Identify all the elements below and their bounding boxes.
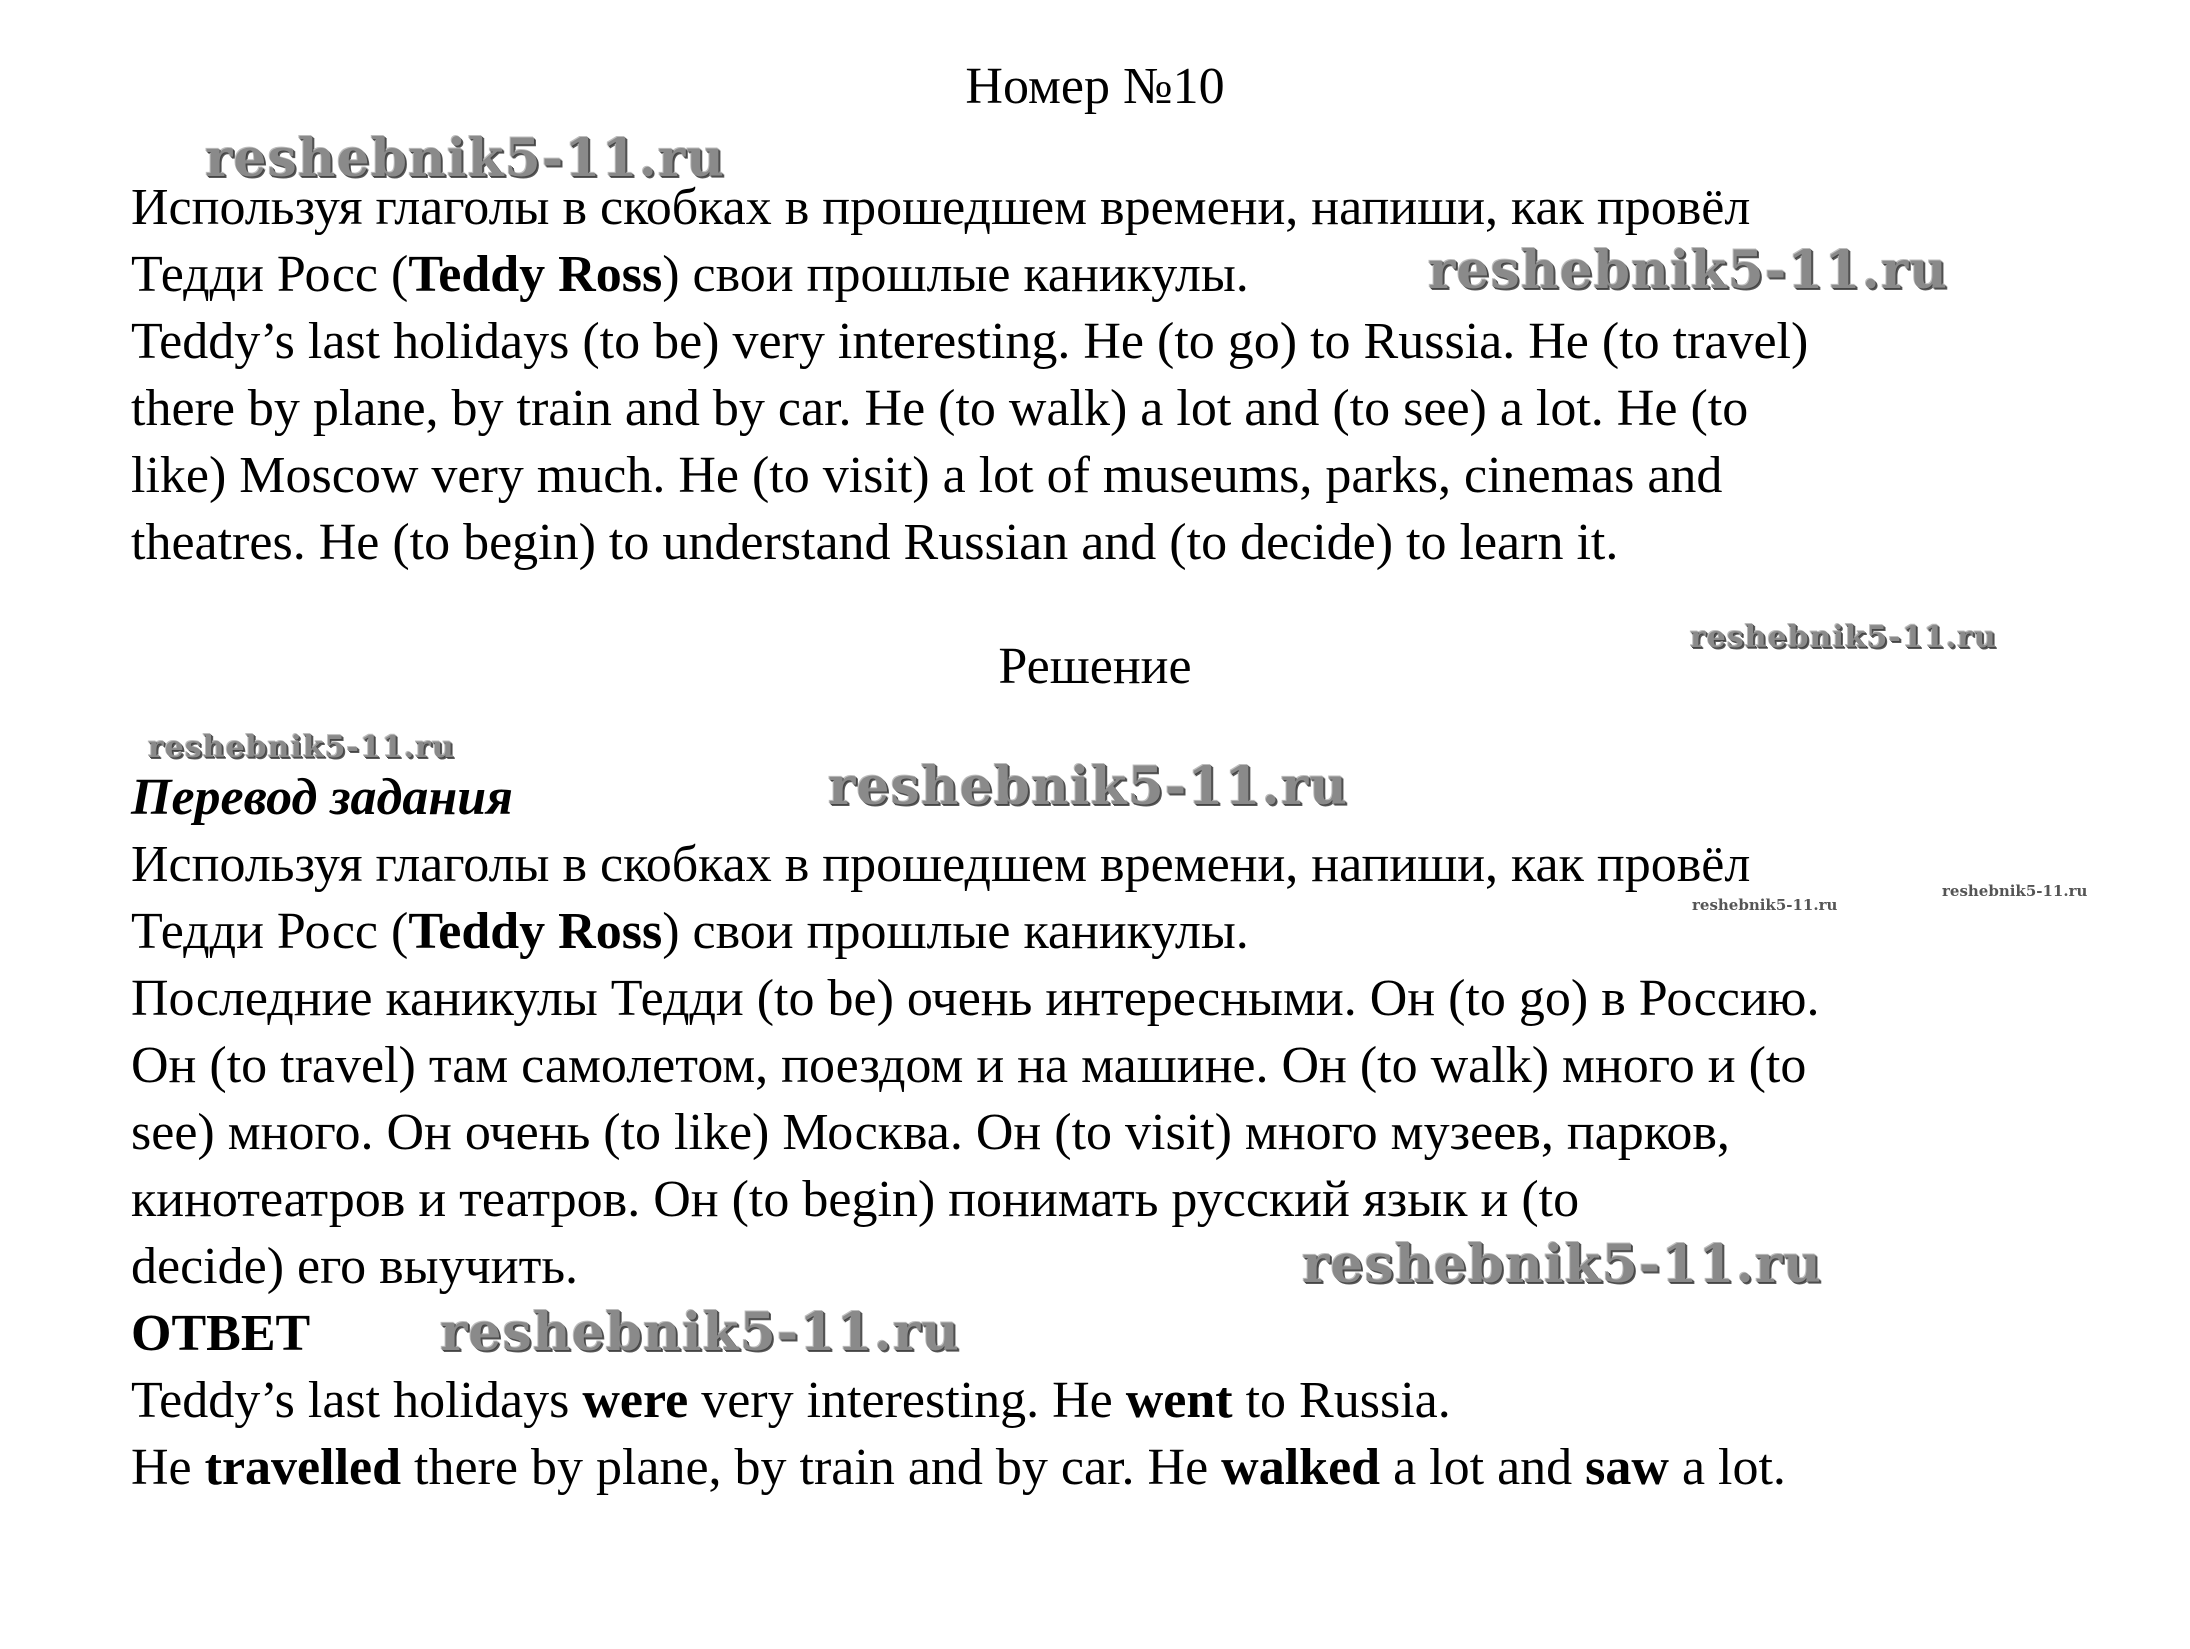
translation-text-line: Последние каникулы Тедди (to be) очень интересными. Он (to go) в Россию. bbox=[131, 970, 1820, 1027]
watermark: reshebnik5-11.ru bbox=[148, 730, 455, 765]
answer-line-2: He travelled there by plane, by train and by car. He walked a lot and saw a lot. bbox=[131, 1439, 1786, 1496]
task-line-1: Используя глаголы в скобках в прошедшем времени, напиши, как провёл bbox=[131, 179, 1751, 236]
answer-line-1: Teddy’s last holidays were very interesting. He went to Russia. bbox=[131, 1372, 1451, 1429]
task-text-line: theatres. He (to begin) to understand Russian and (to decide) to learn it. bbox=[131, 514, 1619, 571]
translation-text-line: кинотеатров и театров. Он (to begin) понимать русский язык и (to bbox=[131, 1171, 1580, 1228]
watermark: reshebnik5-11.ru bbox=[1428, 240, 1949, 301]
translation-text-line: decide) его выучить. bbox=[131, 1238, 579, 1295]
task-text-line: like) Moscow very much. He (to visit) a lot of museums, parks, cinemas and bbox=[131, 447, 1723, 504]
task-text-line: Teddy’s last holidays (to be) very interesting. He (to go) to Russia. He (to travel) bbox=[131, 313, 1809, 370]
watermark: reshebnik5-11.ru bbox=[1692, 896, 1838, 914]
watermark: reshebnik5-11.ru bbox=[828, 756, 1349, 817]
watermark: reshebnik5-11.ru bbox=[1690, 620, 1997, 655]
translation-text-line: Он (to travel) там самолетом, поездом и на машине. Он (to walk) много и (to bbox=[131, 1037, 1807, 1094]
solution-heading: Решение bbox=[998, 638, 1192, 695]
watermark: reshebnik5-11.ru bbox=[1942, 882, 2088, 900]
watermark: reshebnik5-11.ru bbox=[440, 1302, 961, 1363]
translation-text-line: see) много. Он очень (to like) Москва. Он (to visit) много музеев, парков, bbox=[131, 1104, 1730, 1161]
translation-line-1: Используя глаголы в скобках в прошедшем времени, напиши, как провёл bbox=[131, 836, 1751, 893]
answer-heading: ОТВЕТ bbox=[131, 1305, 311, 1362]
task-line-2: Тедди Росс (Teddy Ross) свои прошлые каникулы. bbox=[131, 246, 1249, 303]
page-title: Номер №10 bbox=[965, 58, 1225, 115]
translation-line-2: Тедди Росс (Teddy Ross) свои прошлые каникулы. bbox=[131, 903, 1249, 960]
task-text-line: there by plane, by train and by car. He (to walk) a lot and (to see) a lot. He (to bbox=[131, 380, 1749, 437]
watermark: reshebnik5-11.ru bbox=[1302, 1234, 1823, 1295]
watermark: reshebnik5-11.ru bbox=[205, 128, 726, 189]
translation-heading: Перевод задания bbox=[131, 769, 513, 826]
